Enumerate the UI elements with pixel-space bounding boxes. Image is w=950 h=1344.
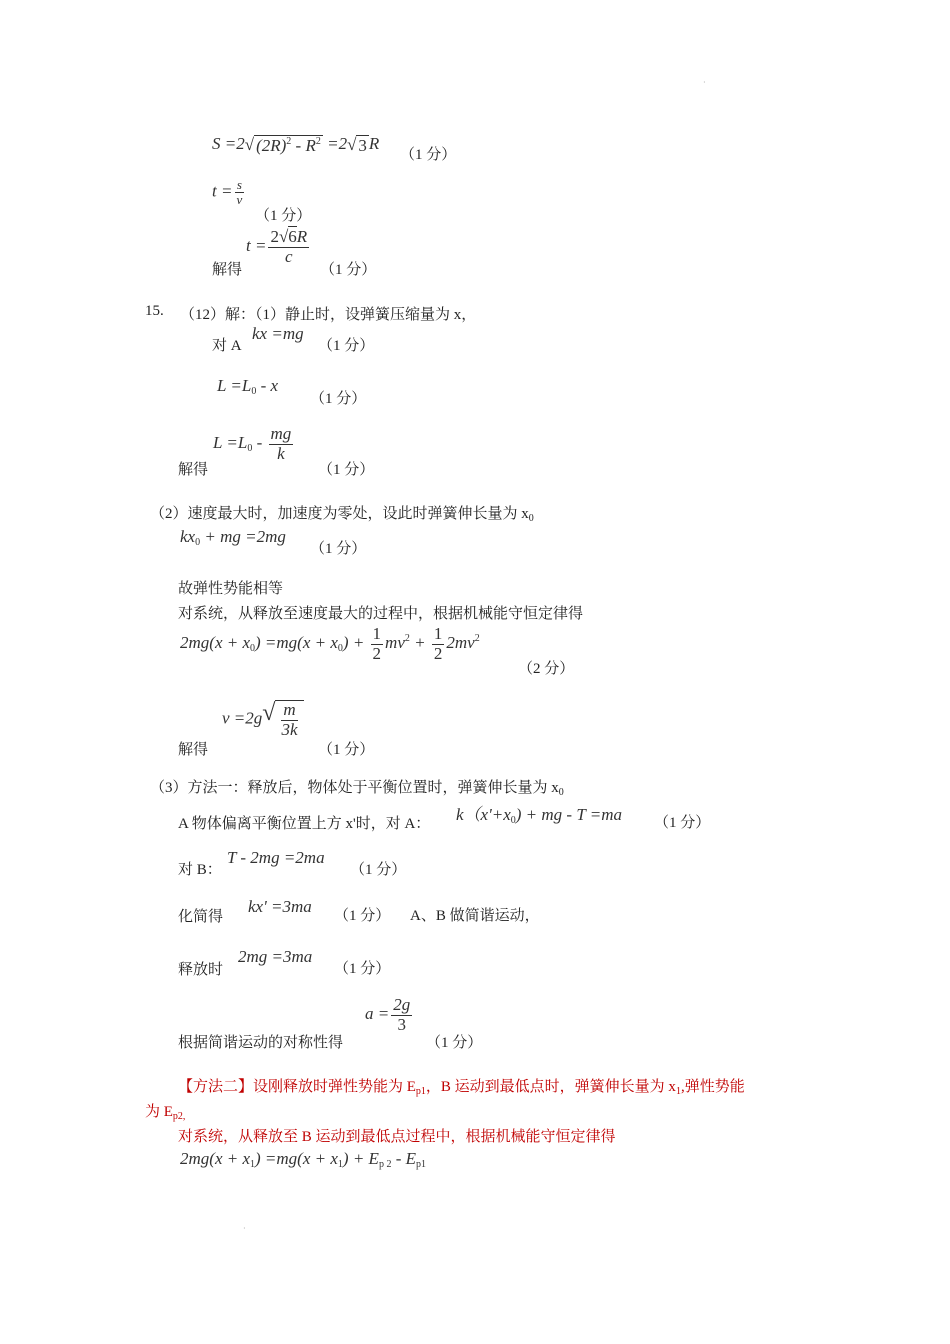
question-header: （12）解：（1）静止时，设弹簧压缩量为 x， <box>180 307 477 323</box>
eq-energy-half2-den: 2 <box>433 643 443 663</box>
method2-line1-a: 【方法二】设刚释放时弹性势能为 E <box>178 1079 416 1095</box>
eq-distance <box>212 134 379 156</box>
eq-simplified: kx' =3ma <box>248 897 312 916</box>
for-b-label: 对 B： <box>178 862 222 878</box>
sqrt-2: √ 3 <box>347 134 367 155</box>
score-eq-energy: （2 分） <box>518 661 575 677</box>
eq-b-force: T - 2mg =2ma <box>227 848 325 867</box>
score-eq-length-2: （1 分） <box>318 462 375 478</box>
eq-kx0-sub: 0 <box>195 537 201 548</box>
eq-a-force-a: k（x'+x <box>456 805 511 824</box>
eq-kx0-a: kx <box>180 527 196 546</box>
eq-energy-half2-num: 1 <box>433 624 443 643</box>
eq-length-1 <box>217 376 278 397</box>
for-a-label: 对 A <box>212 338 242 354</box>
eq-time-result: t = $\frac{2√6R}{c}$ <box>246 227 308 266</box>
score-eq-a-force: （1 分） <box>654 815 711 831</box>
question-number: 15. <box>145 303 164 319</box>
eq-length-1-b: - x <box>256 376 279 395</box>
eq-m2-a: 2mg(x + x <box>180 1149 251 1168</box>
eq-velocity-den: 3k <box>281 719 298 739</box>
eq-time-num: s <box>236 177 242 192</box>
eq-time-den: v <box>236 192 243 208</box>
eq-velocity-num: m <box>283 700 296 719</box>
method2-line2 <box>145 1100 185 1122</box>
eq-a-force <box>456 800 622 826</box>
eq-length-2-den: k <box>277 443 285 463</box>
score-eq-time: （1 分） <box>255 208 312 224</box>
eq-energy-e: + <box>409 633 430 653</box>
eq-distance-square: 2 <box>286 135 292 147</box>
shm-text: A、B 做简谐运动， <box>410 908 540 924</box>
eq-m2-b: ) =mg(x + x <box>255 1149 338 1168</box>
eq-acceleration-num: 2g <box>393 995 411 1014</box>
eq-distance-right: =2 <box>322 134 348 153</box>
part3-text <box>150 776 564 798</box>
eq-energy-half-num: 1 <box>372 624 382 643</box>
eq-energy-sq: 2 <box>404 633 410 645</box>
method2-line2-sub: p2, <box>172 1111 186 1122</box>
eq-velocity-a: v =2g <box>222 708 263 728</box>
text-system: 对系统，从释放至速度最大的过程中，根据机械能守恒定律得 <box>178 606 584 622</box>
eq-release: 2mg =3ma <box>238 947 313 966</box>
method2-system: 对系统，从释放至 B 运动到最低点过程中，根据机械能守恒定律得 <box>178 1129 616 1145</box>
text-offset: A 物体偏离平衡位置上方 x'时，对 A： <box>178 816 431 832</box>
score-eq-b-force: （1 分） <box>350 862 407 878</box>
part2-main: （2）速度最大时，加速度为零处，设此时弹簧伸长量为 x <box>150 506 529 522</box>
eq-time-result-radicand: 6 <box>288 227 297 246</box>
eq-method2-energy <box>180 1149 426 1170</box>
score-eq-simplified: （1 分） <box>334 908 391 924</box>
eq-kx0-b: + mg =2mg <box>200 527 286 546</box>
score-eq-kx0: （1 分） <box>310 541 367 557</box>
eq-m2-sub3: p 2 <box>378 1159 392 1170</box>
score-eq-distance: （1 分） <box>400 147 457 163</box>
solve-label-1: 解得 <box>212 262 243 278</box>
eq-energy-b: ) =mg(x + x <box>255 633 338 653</box>
part3-main: （3）方法一：释放后，物体处于平衡位置时，弹簧伸长量为 x <box>150 780 559 796</box>
solve-label-2: 解得 <box>178 462 209 478</box>
method2-line1-b: ，B 运动到最低点时，弹簧伸长量为 x <box>425 1079 676 1095</box>
sqrt-1: √ $(2R)^2 - R^2$ <box>244 134 321 155</box>
bottom-mark: · <box>243 1224 246 1233</box>
score-eq-velocity: （1 分） <box>318 742 375 758</box>
eq-kx0 <box>180 527 286 548</box>
eq-time-result-den: c <box>285 246 293 266</box>
eq-a-force-b: ) + mg - T =ma <box>515 805 622 824</box>
eq-acceleration <box>365 996 414 1034</box>
eq-distance-left: S =2 <box>212 134 245 153</box>
eq-length-2-a: L =L <box>213 433 248 453</box>
method2-line1-sub2: 1 <box>675 1086 681 1097</box>
eq-length-1-sub: 0 <box>251 386 257 397</box>
top-mark: · <box>703 78 706 87</box>
eq-distance-minus: - R <box>291 135 316 155</box>
eq-length-2 <box>213 425 295 463</box>
eq-energy-sub1: 0 <box>250 643 256 655</box>
eq-velocity: v =2g √ $\frac{m}{3k}$ <box>222 700 304 739</box>
symmetry-label: 根据简谐运动的对称性得 <box>178 1035 344 1051</box>
eq-energy-sq2: 2 <box>474 633 480 645</box>
eq-length-2-num: mg <box>270 424 292 443</box>
eq-energy-f: 2mv <box>446 633 475 653</box>
score-eq-kx: （1 分） <box>318 338 375 354</box>
eq-distance-r: R <box>368 134 380 153</box>
eq-acceleration-den: 3 <box>397 1014 406 1034</box>
eq-m2-c: ) + E <box>342 1149 379 1168</box>
eq-m2-sub4: p1 <box>415 1159 426 1170</box>
method2-line1-c: ,弹性势能 <box>680 1079 745 1095</box>
eq-a-force-sub: 0 <box>510 815 516 826</box>
eq-energy-half-den: 2 <box>372 643 382 663</box>
eq-acceleration-left: a = <box>365 1004 390 1024</box>
eq-time-result-r: R <box>296 227 308 246</box>
score-eq-acceleration: （1 分） <box>426 1035 483 1051</box>
eq-length-1-a: L =L <box>217 376 252 395</box>
method2-line1-sub1: p1 <box>415 1086 426 1097</box>
eq-energy <box>180 625 480 663</box>
score-eq-time-result: （1 分） <box>320 262 377 278</box>
eq-length-2-b: - <box>252 433 267 453</box>
part2-sub: 0 <box>528 513 534 524</box>
eq-distance-square-2: 2 <box>315 135 321 147</box>
method2-line2-a: 为 E <box>145 1104 173 1120</box>
score-eq-release: （1 分） <box>334 961 391 977</box>
eq-time-sv <box>212 178 246 208</box>
text-equal-pe: 故弹性势能相等 <box>178 581 284 597</box>
eq-m2-d: - E <box>391 1149 416 1168</box>
release-label: 释放时 <box>178 962 224 978</box>
eq-kx-mg: kx =mg <box>252 324 304 343</box>
eq-m2-sub2: 1 <box>337 1159 343 1170</box>
eq-time-left: t = <box>212 181 233 201</box>
part3-sub: 0 <box>558 787 564 798</box>
eq-energy-sub2: 0 <box>337 643 343 655</box>
eq-m2-sub1: 1 <box>250 1159 256 1170</box>
method2-line1 <box>178 1075 745 1097</box>
eq-length-2-sub: 0 <box>247 443 253 455</box>
eq-energy-d: mv <box>385 633 405 653</box>
solve-label-3: 解得 <box>178 742 209 758</box>
score-eq-length-1: （1 分） <box>310 391 367 407</box>
part2-text <box>150 502 534 524</box>
eq-distance-radicand: (2R) <box>256 135 287 155</box>
eq-time-result-left: t = <box>246 236 267 256</box>
eq-energy-c: ) + <box>342 633 369 653</box>
eq-energy-a: 2mg(x + x <box>180 633 251 653</box>
eq-distance-radicand-2: 3 <box>358 135 367 155</box>
simplify-label: 化简得 <box>178 909 224 925</box>
eq-time-result-coef: 2 <box>270 227 279 246</box>
